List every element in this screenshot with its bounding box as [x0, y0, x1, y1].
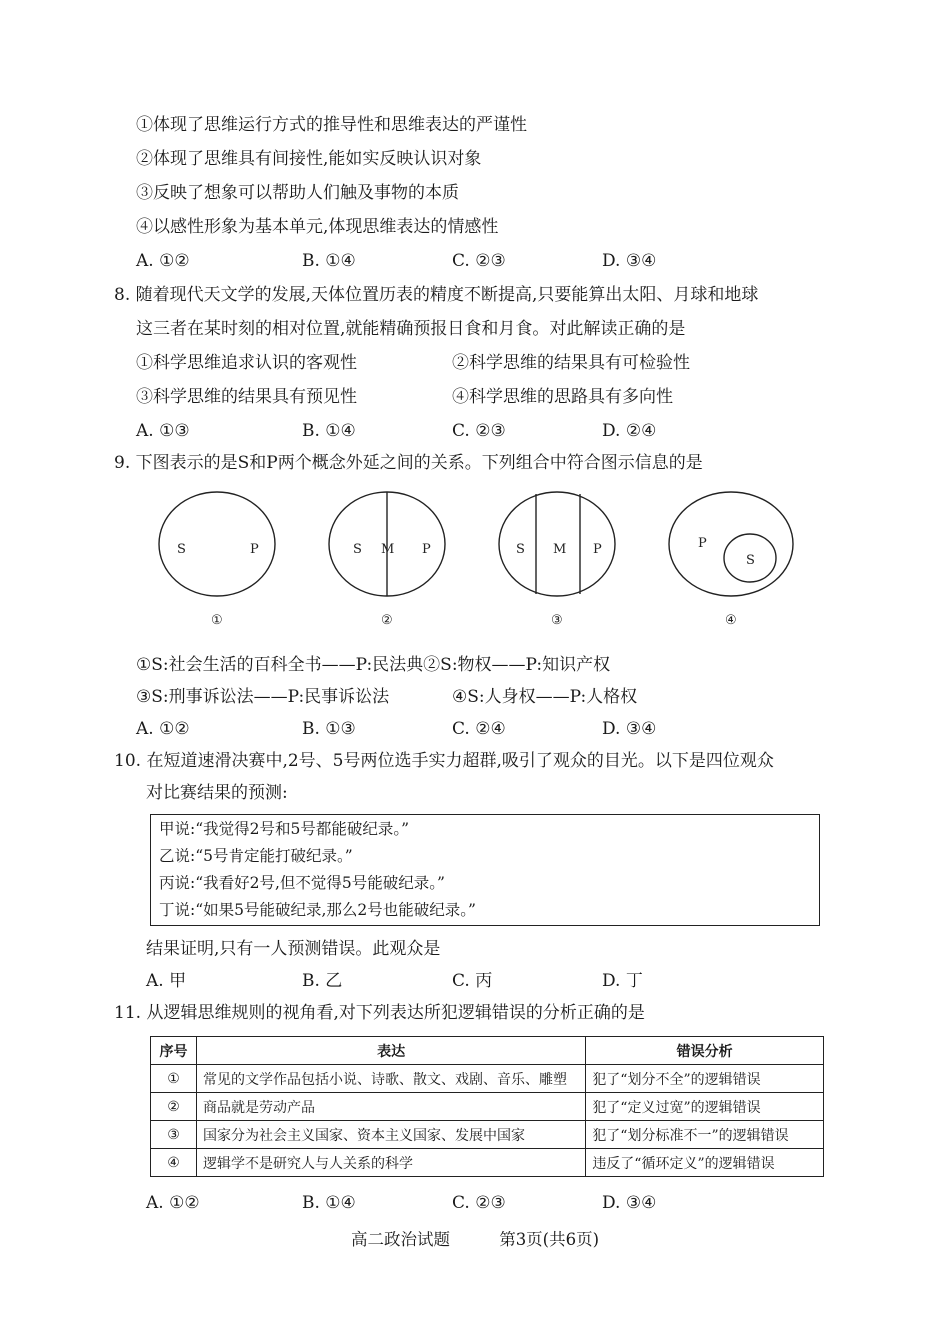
q7-statement-4: ④以感性形象为基本单元,体现思维表达的情感性	[136, 217, 499, 237]
q10-prediction-bing: 丙说:“我看好2号,但不觉得5号能破纪录。”	[159, 874, 445, 892]
diagram-3-label-p: P	[593, 542, 602, 557]
diagram-3-label-m: M	[553, 542, 567, 557]
q8-option-a[interactable]: A. ①③	[136, 421, 190, 441]
q11-option-c[interactable]: C. ②③	[452, 1193, 506, 1213]
q10-prediction-box	[150, 814, 820, 926]
diagram-2-label-p: P	[422, 542, 431, 557]
row-index: ③	[151, 1121, 197, 1149]
diagram-2-label-s: S	[353, 542, 362, 557]
header-error-analysis: 错误分析	[586, 1037, 824, 1065]
diagram-4	[669, 492, 793, 628]
q8-statement-3: ③科学思维的结果具有预见性	[136, 387, 357, 407]
row-index: ④	[151, 1149, 197, 1177]
table-row	[151, 1093, 824, 1121]
q8-statement-4: ④科学思维的思路具有多向性	[452, 387, 673, 407]
q9-option-d[interactable]: D. ③④	[602, 719, 657, 739]
q7-option-c[interactable]: C. ②③	[452, 251, 506, 271]
concept-diagrams	[140, 486, 820, 636]
q10-prediction-yi: 乙说:“5号肯定能打破纪录。”	[159, 847, 353, 865]
q11-error-table	[150, 1036, 824, 1177]
q8-option-b[interactable]: B. ①④	[302, 421, 356, 441]
q7-statement-1: ①体现了思维运行方式的推导性和思维表达的严谨性	[136, 115, 527, 135]
row-index: ②	[151, 1093, 197, 1121]
diagram-4-outer-circle	[669, 492, 793, 596]
footer-page-number: 第3页(共6页)	[499, 1230, 600, 1249]
q9-option-b[interactable]: B. ①③	[302, 719, 356, 739]
row-expression: 国家分为社会主义国家、资本主义国家、发展中国家	[196, 1121, 585, 1149]
table-row	[151, 1065, 824, 1093]
table-header-row	[151, 1037, 824, 1065]
q9-pair-line2b: ④S:人身权——P:人格权	[452, 687, 638, 707]
row-expression: 商品就是劳动产品	[196, 1093, 585, 1121]
q11-option-d[interactable]: D. ③④	[602, 1193, 657, 1213]
q9-stem: 9. 下图表示的是S和P两个概念外延之间的关系。下列组合中符合图示信息的是	[114, 453, 703, 473]
header-expression: 表达	[196, 1037, 585, 1065]
q9-pair-line1: ①S:社会生活的百科全书——P:民法典②S:物权——P:知识产权	[136, 655, 611, 675]
q9-pair-line2a: ③S:刑事诉讼法——P:民事诉讼法	[136, 687, 390, 707]
q10-option-d[interactable]: D. 丁	[602, 971, 643, 991]
q8-option-d[interactable]: D. ②④	[602, 421, 657, 441]
q10-option-b[interactable]: B. 乙	[302, 971, 343, 991]
q7-option-d[interactable]: D. ③④	[602, 251, 657, 271]
q7-statement-2: ②体现了思维具有间接性,能如实反映认识对象	[136, 149, 482, 169]
q10-stem-line1: 10. 在短道速滑决赛中,2号、5号两位选手实力超群,吸引了观众的目光。以下是四位观众	[114, 751, 774, 771]
q7-option-b[interactable]: B. ①④	[302, 251, 356, 271]
diagram-3	[499, 492, 615, 628]
q10-option-c[interactable]: C. 丙	[452, 971, 493, 991]
diagram-1	[159, 492, 275, 628]
diagram-3-caption: ③	[551, 613, 563, 628]
q10-option-a[interactable]: A. 甲	[146, 971, 187, 991]
q10-conclusion: 结果证明,只有一人预测错误。此观众是	[146, 939, 441, 959]
diagram-3-label-s: S	[516, 542, 525, 557]
q8-statement-2: ②科学思维的结果具有可检验性	[452, 353, 690, 373]
diagram-2-label-m: M	[381, 542, 395, 557]
q10-stem-line2: 对比赛结果的预测:	[146, 783, 288, 803]
diagram-4-label-s: S	[746, 553, 755, 568]
q9-option-c[interactable]: C. ②④	[452, 719, 506, 739]
row-analysis: 犯了“划分不全”的逻辑错误	[586, 1065, 824, 1093]
q10-prediction-ding: 丁说:“如果5号能破纪录,那么2号也能破纪录。”	[159, 901, 476, 919]
row-expression: 逻辑学不是研究人与人关系的科学	[196, 1149, 585, 1177]
q8-option-c[interactable]: C. ②③	[452, 421, 506, 441]
table-row	[151, 1149, 824, 1177]
q11-option-b[interactable]: B. ①④	[302, 1193, 356, 1213]
row-index: ①	[151, 1065, 197, 1093]
q8-stem-line2: 这三者在某时刻的相对位置,就能精确预报日食和月食。对此解读正确的是	[136, 319, 686, 339]
header-index: 序号	[151, 1037, 197, 1065]
q7-statement-3: ③反映了想象可以帮助人们触及事物的本质	[136, 183, 459, 203]
diagram-1-caption: ①	[211, 613, 223, 628]
diagram-4-caption: ④	[725, 613, 737, 628]
page-footer	[0, 1226, 950, 1250]
q11-stem: 11. 从逻辑思维规则的视角看,对下列表达所犯逻辑错误的分析正确的是	[114, 1003, 645, 1023]
row-expression: 常见的文学作品包括小说、诗歌、散文、戏剧、音乐、雕塑	[196, 1065, 585, 1093]
q7-option-a[interactable]: A. ①②	[136, 251, 190, 271]
q8-statement-1: ①科学思维追求认识的客观性	[136, 353, 357, 373]
q9-option-a[interactable]: A. ①②	[136, 719, 190, 739]
q11-option-a[interactable]: A. ①②	[146, 1193, 200, 1213]
row-analysis: 犯了“定义过宽”的逻辑错误	[586, 1093, 824, 1121]
row-analysis: 犯了“划分标准不一”的逻辑错误	[586, 1121, 824, 1149]
table-row	[151, 1121, 824, 1149]
row-analysis: 违反了“循环定义”的逻辑错误	[586, 1149, 824, 1177]
diagram-2-caption: ②	[381, 613, 393, 628]
q8-stem-line1: 8. 随着现代天文学的发展,天体位置历表的精度不断提高,只要能算出太阳、月球和地球	[114, 285, 759, 305]
diagram-2	[329, 492, 445, 628]
diagram-1-label-p: P	[250, 542, 259, 557]
diagram-1-label-s: S	[177, 542, 186, 557]
q10-prediction-jia: 甲说:“我觉得2号和5号都能破纪录。”	[159, 820, 410, 838]
diagram-4-label-p: P	[698, 536, 707, 551]
footer-exam-title: 高二政治试题	[350, 1230, 450, 1249]
